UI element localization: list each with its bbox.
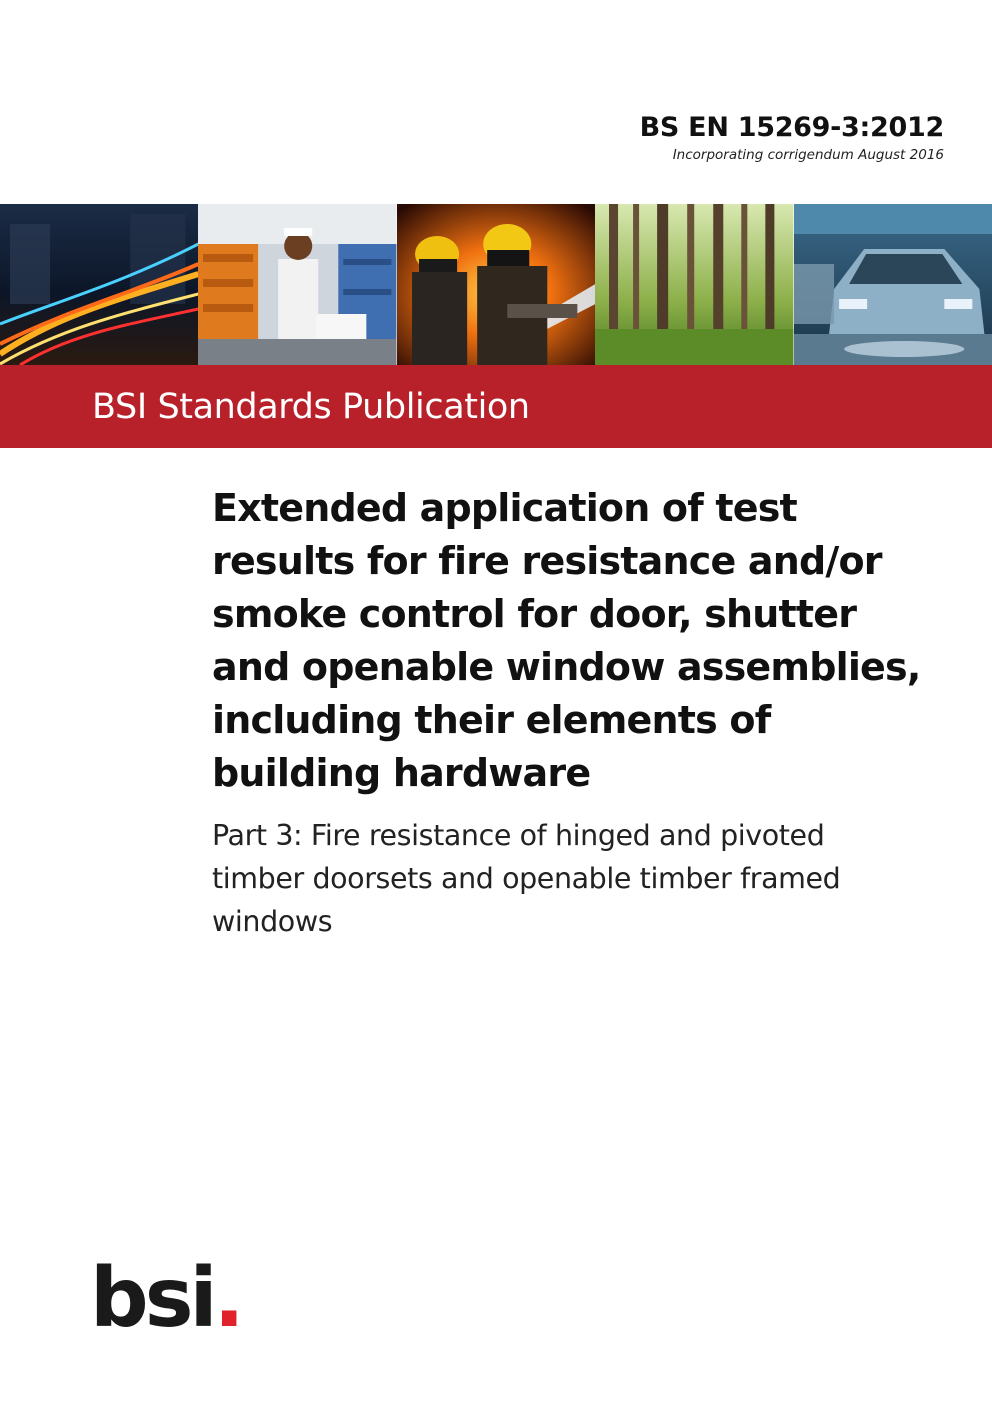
standard-header bbox=[640, 112, 944, 164]
corrigendum-note: Incorporating corrigendum August 2016 bbox=[672, 147, 944, 163]
photo-strip bbox=[0, 204, 992, 365]
car-production-photo bbox=[794, 204, 992, 365]
standard-number: BS EN 15269-3:2012 bbox=[639, 112, 944, 143]
logo-text: bsi bbox=[90, 1251, 214, 1346]
document-title: Extended application of test results for fire resistance and/or smoke control for door, shutter and openable window assemblies, including their elements of building hardware bbox=[212, 486, 921, 795]
banner-label: BSI Standards Publication bbox=[92, 387, 530, 427]
bsi-logo bbox=[90, 1251, 241, 1346]
document-subtitle: Part 3: Fire resistance of hinged and pivoted timber doorsets and openable timber framed windows bbox=[212, 819, 841, 938]
firefighters-photo bbox=[397, 204, 595, 365]
light-trails-photo bbox=[0, 204, 198, 365]
publication-banner bbox=[0, 365, 992, 448]
warehouse-worker-photo bbox=[198, 204, 396, 365]
logo-dot: . bbox=[213, 1251, 241, 1346]
forest-photo bbox=[595, 204, 793, 365]
